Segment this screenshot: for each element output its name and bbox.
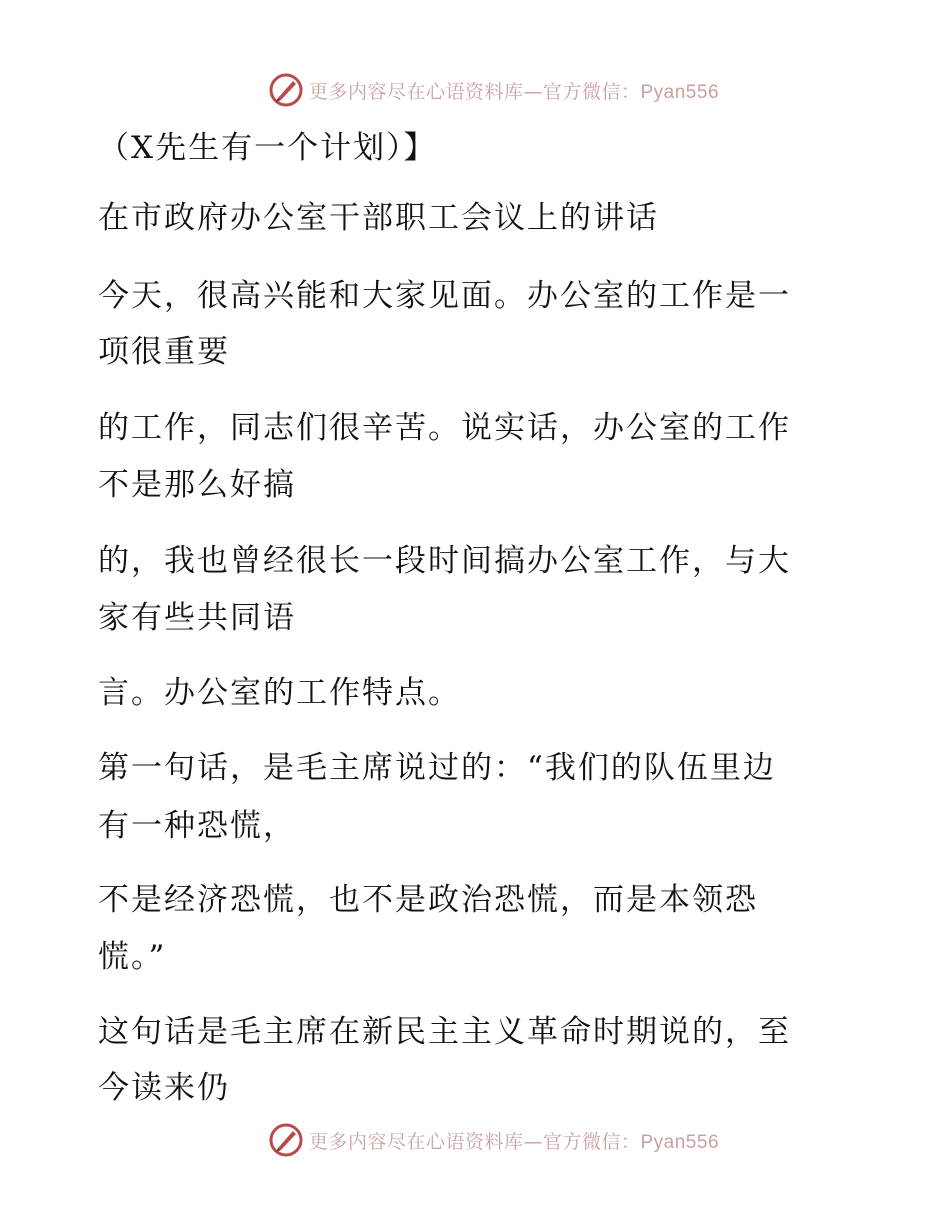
watermark-wechat-label: 官方微信：: [542, 80, 641, 103]
doc-line: 言。办公室的工作特点。: [98, 675, 461, 711]
doc-line: 不是经济恐慌，也不是政治恐慌，而是本领恐: [98, 882, 758, 918]
doc-line: 慌。”: [98, 939, 167, 975]
doc-line: 家有些共同语: [98, 600, 296, 636]
doc-line: 的，我也曾经很长一段时间搞办公室工作，与大: [98, 543, 791, 579]
quill-logo-icon: [269, 1123, 303, 1157]
watermark-wechat-label: 官方微信：: [542, 1130, 641, 1153]
doc-line: 项很重要: [98, 334, 230, 370]
watermark-wechat-id: Pyan556: [640, 81, 720, 103]
watermark-header: [0, 70, 950, 110]
doc-line: 不是那么好搞: [98, 467, 296, 503]
doc-line: 有一种恐慌，: [98, 808, 296, 844]
watermark-footer-text: [309, 1127, 719, 1154]
watermark-separator: —: [523, 80, 543, 103]
doc-line: 第一句话，是毛主席说过的：“我们的队伍里边: [98, 750, 776, 786]
watermark-site-text: 更多内容尽在心语资料库: [308, 1130, 524, 1153]
watermark-header-text: [309, 77, 719, 104]
doc-line: 在市政府办公室干部职工会议上的讲话: [98, 200, 659, 236]
watermark-wechat-id: Pyan556: [640, 1131, 720, 1153]
watermark-header-inner: [231, 73, 719, 107]
watermark-separator: —: [523, 1130, 543, 1153]
watermark-footer: [0, 1120, 950, 1160]
doc-line: 这句话是毛主席在新民主主义革命时期说的，至: [98, 1014, 791, 1050]
watermark-footer-inner: [231, 1123, 719, 1157]
watermark-site-text: 更多内容尽在心语资料库: [308, 80, 524, 103]
quill-logo-icon: [269, 73, 303, 107]
doc-line: 的工作，同志们很辛苦。说实话，办公室的工作: [98, 410, 791, 446]
doc-line: 今读来仍: [98, 1070, 230, 1106]
doc-line: 今天，很高兴能和大家见面。办公室的工作是一: [98, 278, 791, 314]
doc-line: （X先生有一个计划）】: [98, 130, 437, 166]
